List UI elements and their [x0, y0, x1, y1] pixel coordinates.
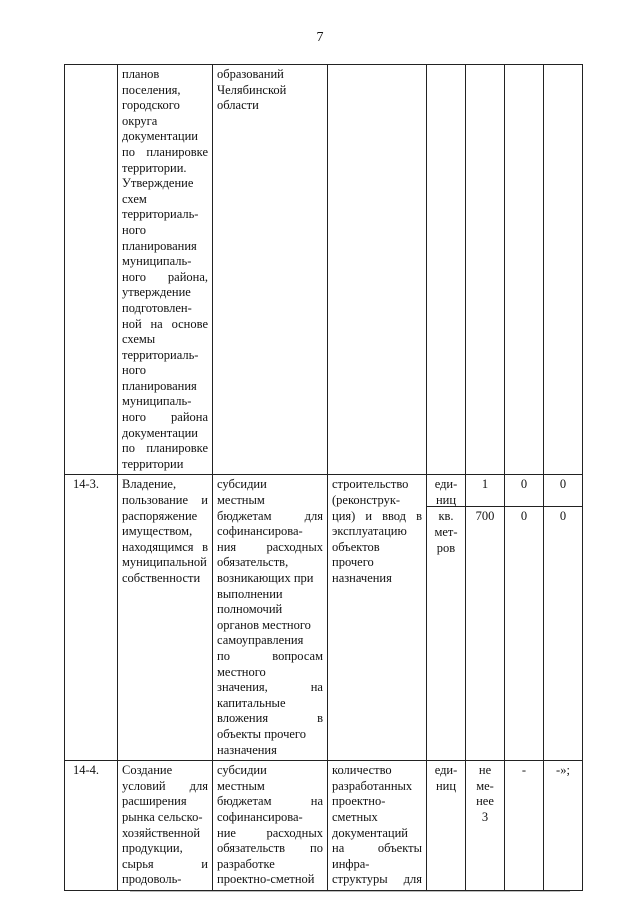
text-line: территориаль-	[122, 347, 199, 362]
unit-sub-cell	[427, 475, 465, 507]
text-line: документации	[122, 129, 198, 144]
text-line: имуществом,	[122, 524, 193, 539]
text-line: по вопросам	[217, 648, 323, 663]
text-line: планов	[122, 67, 160, 81]
text-line: софинансирова-	[217, 524, 303, 539]
text-line: не	[478, 763, 492, 778]
text-line: планирования	[122, 238, 197, 253]
text-line: распоряжение	[122, 508, 198, 523]
unit-cell	[427, 475, 466, 761]
text-line: Челябинской	[217, 82, 287, 97]
text-line: городского	[122, 98, 180, 113]
funding-source-cell	[213, 475, 328, 761]
text-line: области	[217, 98, 259, 113]
text-line: софинансирова-	[217, 809, 303, 824]
text-line: возникающих при	[217, 571, 314, 585]
text-line: обязательств по	[217, 841, 323, 856]
text-line: ного района,	[122, 269, 208, 284]
row-number-cell: 14-4.	[65, 761, 118, 891]
indicator-cell	[328, 761, 427, 891]
text-line: бюджетам на	[217, 794, 323, 809]
text-line: ного	[122, 363, 147, 378]
text-line: округа	[122, 113, 158, 128]
value-sub-cell: 0	[520, 509, 528, 524]
text-line: прочего	[332, 555, 374, 570]
text-line: схемы	[122, 332, 156, 347]
text-line: капитальные	[217, 695, 286, 710]
table-row	[65, 761, 583, 891]
row-number-cell: 14-3.	[65, 475, 118, 761]
text-line: на объекты	[332, 841, 422, 856]
text-line: продоволь-	[122, 872, 182, 887]
text-line: разработанных	[332, 778, 413, 793]
text-line: подготовлен-	[122, 300, 192, 315]
text-line: самоуправления	[217, 633, 304, 648]
text-line: количество	[332, 763, 392, 778]
text-line: кв.	[438, 509, 454, 524]
text-line: ние расходных	[217, 825, 323, 840]
text-line: ного района	[122, 410, 208, 425]
text-line: условий для	[122, 778, 208, 793]
text-line: обязательств,	[217, 555, 289, 570]
text-line: образований	[217, 67, 284, 81]
text-line: документации	[122, 425, 198, 440]
text-line: планирования	[122, 378, 197, 393]
text-line: мет-	[434, 525, 458, 540]
value-sub-cell: 0	[544, 475, 582, 507]
text-line: структуры для	[332, 872, 422, 887]
text-line: местным	[217, 778, 265, 793]
text-line: ниц	[435, 493, 457, 508]
value-cell	[466, 65, 505, 475]
value-cell	[466, 761, 505, 891]
text-line: местного	[217, 664, 266, 679]
text-line: Владение,	[122, 477, 177, 492]
funding-source-cell	[213, 65, 328, 475]
indicator-cell	[328, 475, 427, 761]
unit-sub-cell	[427, 507, 465, 558]
text-line: субсидии	[217, 477, 267, 492]
text-line: собственности	[122, 571, 201, 585]
text-line: значения, на	[217, 680, 323, 695]
text-line: схем	[122, 191, 147, 206]
table-row	[65, 65, 583, 475]
text-line: бюджетам для	[217, 508, 323, 523]
text-line: (реконструк-	[332, 493, 401, 508]
text-line: -»;	[556, 763, 570, 778]
text-line: сметных	[332, 809, 378, 824]
text-line: еди-	[434, 763, 458, 778]
text-line: местным	[217, 493, 265, 508]
value-sub-cell: 700	[475, 509, 495, 524]
value-cell	[505, 475, 544, 761]
event-name-cell	[118, 475, 213, 761]
value-sub-cell: 0	[559, 509, 567, 524]
text-line: расширения	[122, 794, 187, 809]
text-line: вложения в	[217, 711, 323, 726]
text-line: рынка сельско-	[122, 809, 203, 824]
value-cell	[544, 475, 583, 761]
text-line: ной на основе	[122, 316, 208, 331]
text-line: ров	[436, 540, 456, 555]
text-line: по планировке	[122, 441, 208, 456]
text-line: полномочий	[217, 602, 283, 617]
text-line: утверждение	[122, 285, 191, 300]
row-number-cell	[65, 65, 118, 475]
text-line: продукции,	[122, 841, 183, 856]
text-line: сырья и	[122, 856, 208, 871]
text-line: объектов	[332, 539, 380, 554]
text-line: ция) и ввод в	[332, 508, 422, 523]
text-line: ме-	[476, 778, 494, 793]
text-line: ния расходных	[217, 539, 323, 554]
text-line: 3	[481, 809, 489, 824]
text-line: Создание	[122, 763, 173, 778]
text-line: муниципаль-	[122, 254, 192, 269]
text-line: инфра-	[332, 856, 370, 871]
value-cell	[505, 65, 544, 475]
text-line: назначения	[332, 571, 392, 585]
funding-source-cell	[213, 761, 328, 891]
text-line: назначения	[217, 742, 277, 757]
text-line: находящимся в	[122, 539, 208, 554]
text-line: территории	[122, 456, 184, 471]
scan-artifact-line	[130, 891, 570, 892]
value-sub-cell: 0	[505, 475, 543, 507]
table-row	[65, 475, 583, 761]
text-line: ного	[122, 222, 147, 237]
value-cell	[505, 761, 544, 891]
text-line: по планировке	[122, 144, 208, 159]
text-line: выполнении	[217, 586, 283, 601]
text-line: органов местного	[217, 617, 311, 632]
text-line: Утверждение	[122, 176, 194, 191]
text-line: ниц	[435, 778, 457, 793]
event-name-cell	[118, 65, 213, 475]
unit-cell	[427, 65, 466, 475]
text-line: поселения,	[122, 82, 181, 97]
text-line: муниципаль-	[122, 394, 192, 409]
text-line: эксплуатацию	[332, 524, 407, 539]
text-line: субсидии	[217, 763, 267, 778]
program-table	[64, 64, 583, 891]
page-number: 7	[316, 30, 324, 45]
text-line: территории.	[122, 160, 187, 175]
text-line: проектно-	[332, 794, 386, 809]
indicator-cell	[328, 65, 427, 475]
text-line: территориаль-	[122, 207, 199, 222]
text-line: строительство	[332, 477, 409, 492]
unit-cell	[427, 761, 466, 891]
text-line: нее	[476, 794, 494, 809]
text-line: документаций	[332, 825, 408, 840]
value-sub-cell: 1	[466, 475, 504, 507]
text-line: разработке	[217, 856, 275, 871]
text-line: хозяйственной	[122, 825, 201, 840]
text-line: еди-	[434, 477, 458, 492]
text-line: муниципальной	[122, 555, 207, 570]
text-line: -	[521, 763, 527, 778]
value-cell	[544, 65, 583, 475]
text-line: объекты прочего	[217, 726, 306, 741]
text-line: пользование и	[122, 493, 208, 508]
text-line: проектно-сметной	[217, 872, 315, 887]
value-cell	[544, 761, 583, 891]
value-cell	[466, 475, 505, 761]
event-name-cell	[118, 761, 213, 891]
